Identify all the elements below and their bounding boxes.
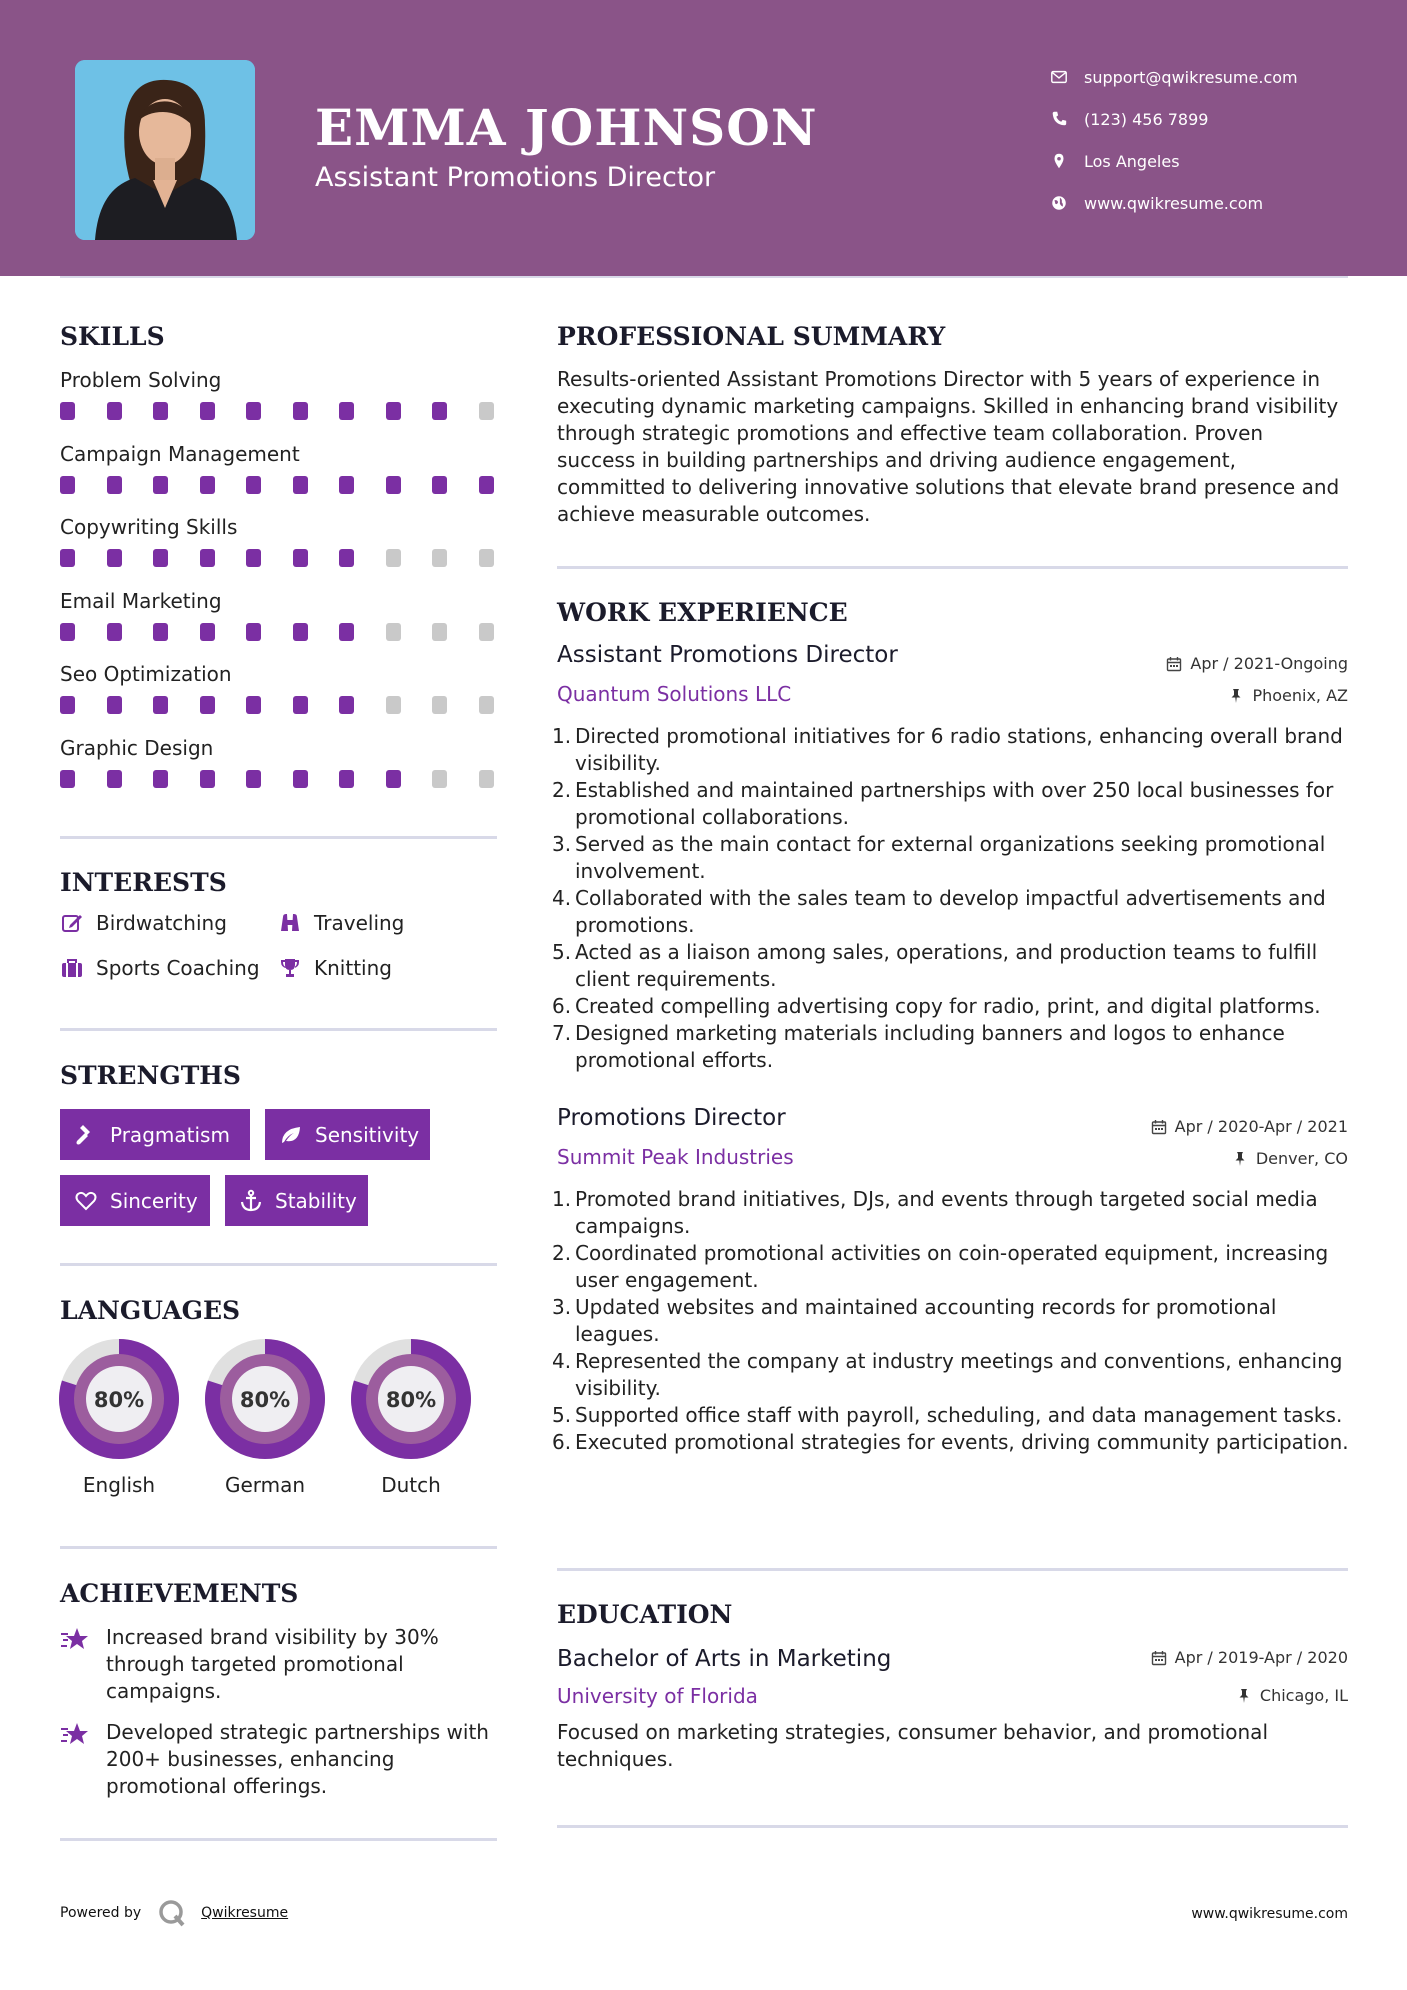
- powered-by-text: Powered by: [60, 1905, 142, 1921]
- skill-item: [60, 734, 500, 790]
- contact-email[interactable]: [1050, 56, 1298, 98]
- phone-icon: [1050, 110, 1068, 128]
- profile-photo: [75, 60, 255, 240]
- skill-dot: [386, 696, 401, 714]
- section-divider: [60, 1546, 497, 1549]
- language-percent: 80%: [93, 1388, 145, 1412]
- contact-phone[interactable]: [1050, 98, 1298, 140]
- skill-dot: [246, 770, 261, 788]
- skill-dot: [432, 696, 447, 714]
- candidate-name: EMMA JOHNSON: [315, 98, 818, 157]
- skill-dot: [153, 476, 168, 494]
- language-name: German: [224, 1473, 306, 1497]
- job-role: Promotions Director: [557, 1105, 786, 1131]
- skill-name: Copywriting Skills: [60, 515, 238, 539]
- header-divider: [60, 276, 1348, 278]
- achievement-text: Developed strategic partnerships with 200+ businesses, enhancing promotional offerings.: [106, 1720, 489, 1798]
- job-bullet: 1. Directed promotional initiatives for 6 radio stations, enhancing overall brand visibility.: [552, 724, 1343, 775]
- job-bullet: 7. Designed marketing materials including banners and logos to enhance promotional efforts.: [552, 1021, 1285, 1072]
- job-bullet: 4. Collaborated with the sales team to develop impactful advertisements and promotions.: [552, 886, 1326, 937]
- skill-dot: [339, 623, 354, 641]
- strengths-title: STRENGTHS: [60, 1061, 241, 1090]
- job-location: [1228, 686, 1348, 705]
- skill-dot: [107, 476, 122, 494]
- interest-label: Traveling: [314, 911, 405, 935]
- skill-item: [60, 660, 500, 716]
- heart-icon: [74, 1189, 98, 1213]
- skill-dot: [60, 402, 75, 420]
- trophy-icon: [278, 956, 302, 980]
- skill-rating: [60, 770, 500, 790]
- skill-dot: [153, 549, 168, 567]
- skill-dot: [153, 696, 168, 714]
- leaf-icon: [279, 1123, 303, 1147]
- skill-dot: [107, 402, 122, 420]
- job-bullet: 5. Acted as a liaison among sales, operations, and production teams to fulfill client requirements.: [552, 940, 1318, 991]
- skill-dot: [479, 623, 494, 641]
- section-divider: [557, 1825, 1348, 1828]
- language-ring: [351, 1339, 471, 1459]
- strength-tag-sensitivity: [265, 1109, 430, 1160]
- language-item: [205, 1339, 325, 1497]
- skill-rating: [60, 696, 500, 716]
- skill-dot: [246, 696, 261, 714]
- skill-dot: [107, 696, 122, 714]
- skill-dot: [60, 549, 75, 567]
- skill-dot: [339, 402, 354, 420]
- interests-title: INTERESTS: [60, 868, 227, 897]
- education-date: [1151, 1648, 1348, 1667]
- language-name: English: [82, 1473, 156, 1497]
- education-location: [1236, 1686, 1348, 1705]
- qwikresume-logo-icon: [157, 1898, 187, 1928]
- resume-header: [0, 0, 1407, 276]
- section-divider: [60, 1263, 497, 1266]
- job-bullet: 2. Established and maintained partnerships with over 250 local businesses for promotional collaborations.: [552, 778, 1334, 829]
- strength-tag-stability: [225, 1175, 368, 1226]
- globe-icon: [1050, 194, 1068, 212]
- language-percent: 80%: [385, 1388, 437, 1412]
- skill-rating: [60, 549, 500, 569]
- language-name: Dutch: [381, 1473, 441, 1497]
- job-bullets: [552, 723, 1355, 1074]
- skill-dot: [386, 549, 401, 567]
- education-degree: Bachelor of Arts in Marketing: [557, 1646, 892, 1672]
- job-bullet: 4. Represented the company at industry meetings and conventions, enhancing visibility.: [552, 1349, 1343, 1400]
- anchor-icon: [239, 1189, 263, 1213]
- strength-label: Pragmatism: [110, 1122, 230, 1147]
- skills-title: SKILLS: [60, 322, 165, 351]
- contact-website-text: www.qwikresume.com: [1084, 193, 1264, 213]
- skill-dot: [153, 770, 168, 788]
- achievements-title: ACHIEVEMENTS: [60, 1579, 299, 1608]
- job-bullet: 5. Supported office staff with payroll, scheduling, and data management tasks.: [552, 1403, 1343, 1427]
- achievement-item: [60, 1624, 500, 1705]
- skill-rating: [60, 402, 500, 422]
- contact-location: [1050, 140, 1298, 182]
- strength-tag-sincerity: [60, 1175, 210, 1226]
- skill-item: [60, 587, 500, 643]
- pin-icon: [1228, 688, 1244, 704]
- section-divider: [557, 566, 1348, 569]
- education-location-text: Chicago, IL: [1259, 1686, 1348, 1705]
- skill-dot: [432, 402, 447, 420]
- job-bullet: 2. Coordinated promotional activities on coin-operated equipment, increasing user engagement.: [552, 1241, 1329, 1292]
- pin-icon: [1232, 1151, 1248, 1167]
- binoculars-icon: [278, 911, 302, 935]
- language-ring: [205, 1339, 325, 1459]
- skill-dot: [386, 402, 401, 420]
- skill-dot: [293, 623, 308, 641]
- skill-dot: [200, 402, 215, 420]
- skill-dot: [107, 549, 122, 567]
- language-item: [59, 1339, 179, 1497]
- star-icon: [60, 1626, 90, 1654]
- briefcase-icon: [60, 956, 84, 980]
- interest-label: Knitting: [314, 956, 392, 980]
- skill-dot: [60, 623, 75, 641]
- skill-name: Email Marketing: [60, 589, 222, 613]
- skill-dot: [293, 402, 308, 420]
- job-location-text: Denver, CO: [1255, 1149, 1348, 1168]
- skill-dot: [479, 696, 494, 714]
- skill-dot: [339, 549, 354, 567]
- job-date-text: Apr / 2021-Ongoing: [1190, 654, 1348, 673]
- skill-dot: [432, 770, 447, 788]
- contact-list: [1050, 56, 1298, 224]
- job-bullet: 3. Updated websites and maintained accounting records for promotional leagues.: [552, 1295, 1277, 1346]
- summary-title: PROFESSIONAL SUMMARY: [557, 322, 946, 351]
- strength-label: Sensitivity: [315, 1122, 420, 1147]
- strength-label: Sincerity: [110, 1188, 198, 1213]
- contact-location-text: Los Angeles: [1084, 151, 1180, 171]
- skill-dot: [200, 770, 215, 788]
- interest-label: Sports Coaching: [96, 956, 260, 980]
- summary-text: Results-oriented Assistant Promotions Director with 5 years of experience in executing dynamic marketing campaigns. Skilled in enhancing brand visibility through strategic promotions and effective team collaboration. Proven success in building partnerships and driving audience engagement, committed to delivering innovative solutions that elevate brand presence and achieve measurable outcomes.: [557, 367, 1340, 526]
- skill-dot: [107, 770, 122, 788]
- language-item: [351, 1339, 471, 1497]
- skill-dot: [293, 549, 308, 567]
- language-ring: [59, 1339, 179, 1459]
- footer-powered-by: [60, 1898, 288, 1928]
- star-icon: [60, 1721, 90, 1749]
- job-location-text: Phoenix, AZ: [1252, 686, 1348, 705]
- candidate-title: Assistant Promotions Director: [315, 162, 716, 193]
- skill-dot: [200, 476, 215, 494]
- skill-dot: [432, 623, 447, 641]
- skill-dot: [479, 402, 494, 420]
- gavel-icon: [74, 1123, 98, 1147]
- achievement-item: [60, 1719, 500, 1800]
- language-percent: 80%: [239, 1388, 291, 1412]
- skill-dot: [246, 402, 261, 420]
- skill-dot: [339, 476, 354, 494]
- skill-dot: [339, 696, 354, 714]
- job-bullet: 1. Promoted brand initiatives, DJs, and events through targeted social media campaigns.: [552, 1187, 1318, 1238]
- section-divider: [557, 1568, 1348, 1571]
- skill-dot: [153, 402, 168, 420]
- job-company: Summit Peak Industries: [557, 1145, 794, 1169]
- strength-tag-pragmatism: [60, 1109, 250, 1160]
- skill-dot: [200, 696, 215, 714]
- contact-website[interactable]: [1050, 182, 1298, 224]
- education-description: Focused on marketing strategies, consumer behavior, and promotional techniques.: [557, 1720, 1268, 1771]
- job-company: Quantum Solutions LLC: [557, 682, 792, 706]
- skill-dot: [386, 476, 401, 494]
- job-date: [1166, 654, 1348, 673]
- skill-dot: [479, 770, 494, 788]
- skill-dot: [246, 623, 261, 641]
- skill-dot: [339, 770, 354, 788]
- skill-dot: [432, 476, 447, 494]
- footer-url[interactable]: www.qwikresume.com: [1191, 1906, 1348, 1922]
- calendar-icon: [1166, 656, 1182, 672]
- location-icon: [1050, 152, 1068, 170]
- achievement-text: Increased brand visibility by 30% through targeted promotional campaigns.: [106, 1625, 439, 1703]
- skill-dot: [107, 623, 122, 641]
- contact-email-text: support@qwikresume.com: [1084, 67, 1298, 87]
- job-location: [1232, 1149, 1348, 1168]
- contact-phone-text: (123) 456 7899: [1084, 109, 1209, 129]
- skill-dot: [200, 623, 215, 641]
- skill-item: [60, 366, 500, 422]
- interest-sports-coaching: [60, 956, 260, 980]
- skill-rating: [60, 623, 500, 643]
- job-bullet: 6. Created compelling advertising copy for radio, print, and digital platforms.: [552, 994, 1321, 1018]
- skill-dot: [246, 476, 261, 494]
- job-role: Assistant Promotions Director: [557, 642, 898, 668]
- skill-dot: [293, 476, 308, 494]
- skill-name: Seo Optimization: [60, 662, 232, 686]
- envelope-icon: [1050, 68, 1068, 86]
- calendar-icon: [1151, 1119, 1167, 1135]
- job-bullet: 6. Executed promotional strategies for events, driving community participation.: [552, 1430, 1349, 1454]
- experience-title: WORK EXPERIENCE: [557, 598, 848, 627]
- skill-dot: [60, 770, 75, 788]
- skill-dot: [60, 476, 75, 494]
- skill-dot: [479, 549, 494, 567]
- education-school: University of Florida: [557, 1684, 758, 1708]
- skill-dot: [153, 623, 168, 641]
- skill-rating: [60, 476, 500, 496]
- education-date-text: Apr / 2019-Apr / 2020: [1174, 1648, 1348, 1667]
- skill-dot: [386, 770, 401, 788]
- strength-label: Stability: [275, 1188, 357, 1213]
- section-divider: [60, 1028, 497, 1031]
- qwikresume-link[interactable]: Qwikresume: [201, 1905, 289, 1921]
- skill-name: Campaign Management: [60, 442, 300, 466]
- skill-dot: [479, 476, 494, 494]
- skill-item: [60, 513, 500, 569]
- edit-icon: [60, 911, 84, 935]
- pin-icon: [1236, 1688, 1252, 1704]
- section-divider: [60, 1838, 497, 1841]
- skill-name: Problem Solving: [60, 368, 222, 392]
- interest-knitting: [278, 956, 392, 980]
- education-title: EDUCATION: [557, 1600, 733, 1629]
- job-bullets: [552, 1186, 1355, 1456]
- skill-dot: [200, 549, 215, 567]
- skill-name: Graphic Design: [60, 736, 214, 760]
- interest-birdwatching: [60, 911, 227, 935]
- interest-traveling: [278, 911, 404, 935]
- languages-title: LANGUAGES: [60, 1296, 241, 1325]
- interest-label: Birdwatching: [96, 911, 227, 935]
- skill-dot: [432, 549, 447, 567]
- skill-dot: [60, 696, 75, 714]
- job-date-text: Apr / 2020-Apr / 2021: [1174, 1117, 1348, 1136]
- skill-dot: [293, 770, 308, 788]
- skill-dot: [293, 696, 308, 714]
- skill-item: [60, 440, 500, 496]
- section-divider: [60, 836, 497, 839]
- skill-dot: [246, 549, 261, 567]
- job-date: [1151, 1117, 1348, 1136]
- calendar-icon: [1151, 1650, 1167, 1666]
- skill-dot: [386, 623, 401, 641]
- job-bullet: 3. Served as the main contact for external organizations seeking promotional involvement.: [552, 832, 1326, 883]
